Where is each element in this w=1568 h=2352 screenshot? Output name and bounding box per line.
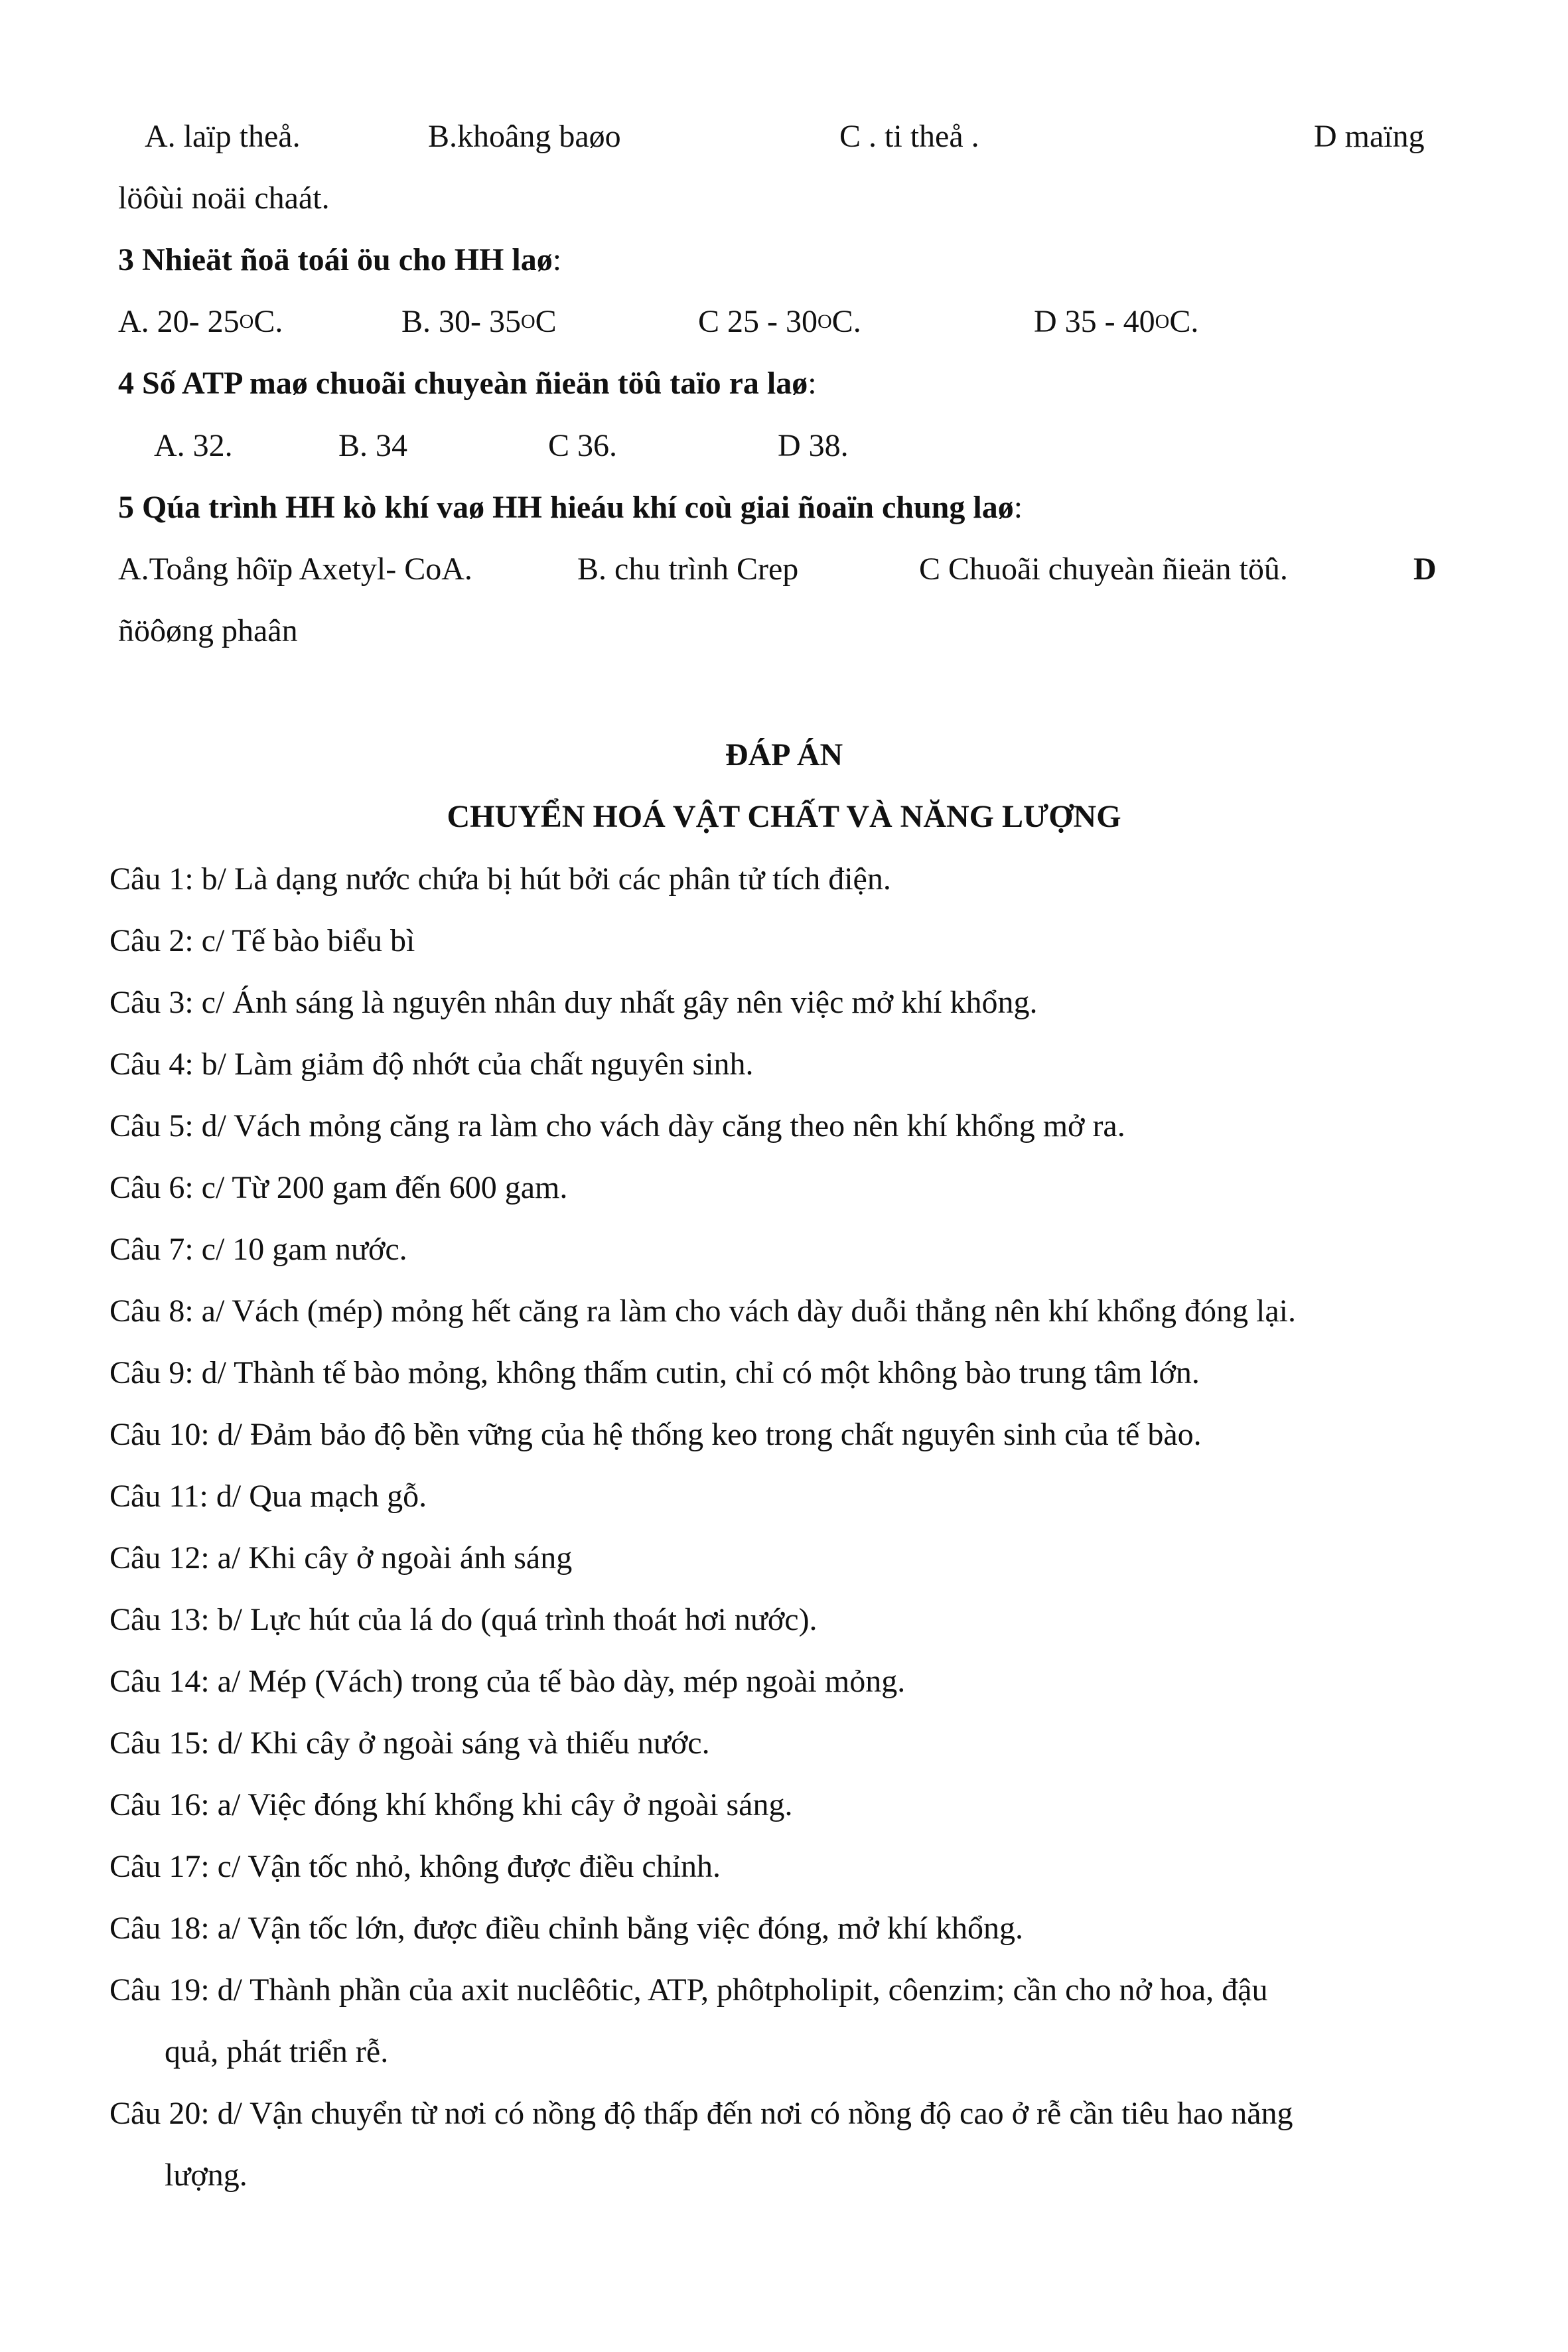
q5-option-c: C Chuoãi chuyeàn ñieän töû. xyxy=(919,551,1288,587)
q3-option-b: B. 30- $35^OC$ xyxy=(401,304,557,339)
answer-item: Câu 8: a/ Vách (mép) mỏng hết căng ra làm cho vách dày duỗi thẳng nên khí khổng đóng lại. xyxy=(109,1293,1296,1329)
answer-item: Câu 13: b/ Lực hút của lá do (quá trình thoát hơi nước). xyxy=(109,1602,818,1637)
q2-option-d: D maïng xyxy=(1314,119,1425,154)
q5-option-d: D xyxy=(1413,551,1437,587)
q4-option-a: A. 32. xyxy=(154,428,233,463)
answer-item: Câu 1: b/ Là dạng nước chứa bị hút bởi các phân tử tích điện. xyxy=(109,861,891,897)
q4-option-d: D 38. xyxy=(778,428,849,463)
answer-item-20-continued: lượng. xyxy=(165,2158,248,2193)
answer-item: Câu 15: d/ Khi cây ở ngoài sáng và thiếu nước. xyxy=(109,1726,710,1761)
answer-item: Câu 9: d/ Thành tế bào mỏng, không thấm cutin, chỉ có một không bào trung tâm lớn. xyxy=(109,1355,1200,1390)
q2-option-d-continued: löôùi noäi chaát. xyxy=(118,181,330,216)
q2-option-a: A. laïp theå. xyxy=(145,119,301,154)
answer-item: Câu 16: a/ Việc đóng khí khổng khi cây ở ngoài sáng. xyxy=(109,1787,793,1822)
q3-option-a: A. 20- $25^OC$. xyxy=(118,304,283,339)
q4-option-b: B. 34 xyxy=(338,428,408,463)
answers-heading: ĐÁP ÁN xyxy=(725,737,843,772)
answer-item: Câu 11: d/ Qua mạch gỗ. xyxy=(109,1479,427,1514)
q3-stem: 3 Nhieät ñoä toái öu cho HH laø: xyxy=(118,242,562,277)
answers-subheading: CHUYỂN HOÁ VẬT CHẤT VÀ NĂNG LƯỢNG xyxy=(447,799,1121,834)
answer-item-19: Câu 19: d/ Thành phần của axit nuclêôtic, ATP, phôtpholipit, côenzim; cần cho nở hoa, đậu xyxy=(109,1972,1268,2008)
q2-option-b: B.khoâng baøo xyxy=(428,119,621,154)
q4-stem: 4 Số ATP maø chuoãi chuyeàn ñieän töû taïo ra laø: xyxy=(118,366,817,401)
answer-item: Câu 4: b/ Làm giảm độ nhớt của chất nguyên sinh. xyxy=(109,1047,754,1082)
answer-item: Câu 17: c/ Vận tốc nhỏ, không được điều chỉnh. xyxy=(109,1849,721,1884)
answer-item: Câu 7: c/ 10 gam nước. xyxy=(109,1232,407,1267)
q3-option-d: D $35 - 40^OC$. xyxy=(1034,304,1199,339)
answer-item: Câu 12: a/ Khi cây ở ngoài ánh sáng xyxy=(109,1540,573,1576)
answer-item-20: Câu 20: d/ Vận chuyển từ nơi có nồng độ thấp đến nơi có nồng độ cao ở rễ cần tiêu hao năng xyxy=(109,2096,1293,2131)
answer-item: Câu 3: c/ Ánh sáng là nguyên nhân duy nhất gây nên việc mở khí khổng. xyxy=(109,985,1038,1020)
q3-option-c: C $25 - 30^OC$. xyxy=(698,304,861,339)
q2-option-c: C . ti theå . xyxy=(839,119,979,154)
q5-option-a: A.Toång hôïp Axetyl- CoA. xyxy=(118,551,472,587)
answer-item-19-continued: quả, phát triển rễ. xyxy=(165,2034,389,2069)
answer-item: Câu 2: c/ Tế bào biểu bì xyxy=(109,923,415,958)
answer-item: Câu 6: c/ Từ 200 gam đến 600 gam. xyxy=(109,1170,568,1205)
q5-option-d-continued: ñöôøng phaân xyxy=(118,613,298,648)
answer-item: Câu 18: a/ Vận tốc lớn, được điều chỉnh bằng việc đóng, mở khí khổng. xyxy=(109,1911,1024,1946)
answer-item: Câu 5: d/ Vách mỏng căng ra làm cho vách dày căng theo nên khí khổng mở ra. xyxy=(109,1108,1125,1143)
q4-option-c: C 36. xyxy=(548,428,618,463)
answer-item: Câu 14: a/ Mép (Vách) trong của tế bào dày, mép ngoài mỏng. xyxy=(109,1664,906,1699)
q5-stem: 5 Qúa trình HH kò khí vaø HH hieáu khí coù giai ñoaïn chung laø: xyxy=(118,490,1023,525)
q5-option-b: B. chu trình Crep xyxy=(577,551,799,587)
answer-item: Câu 10: d/ Đảm bảo độ bền vững của hệ thống keo trong chất nguyên sinh của tế bào. xyxy=(109,1417,1202,1452)
